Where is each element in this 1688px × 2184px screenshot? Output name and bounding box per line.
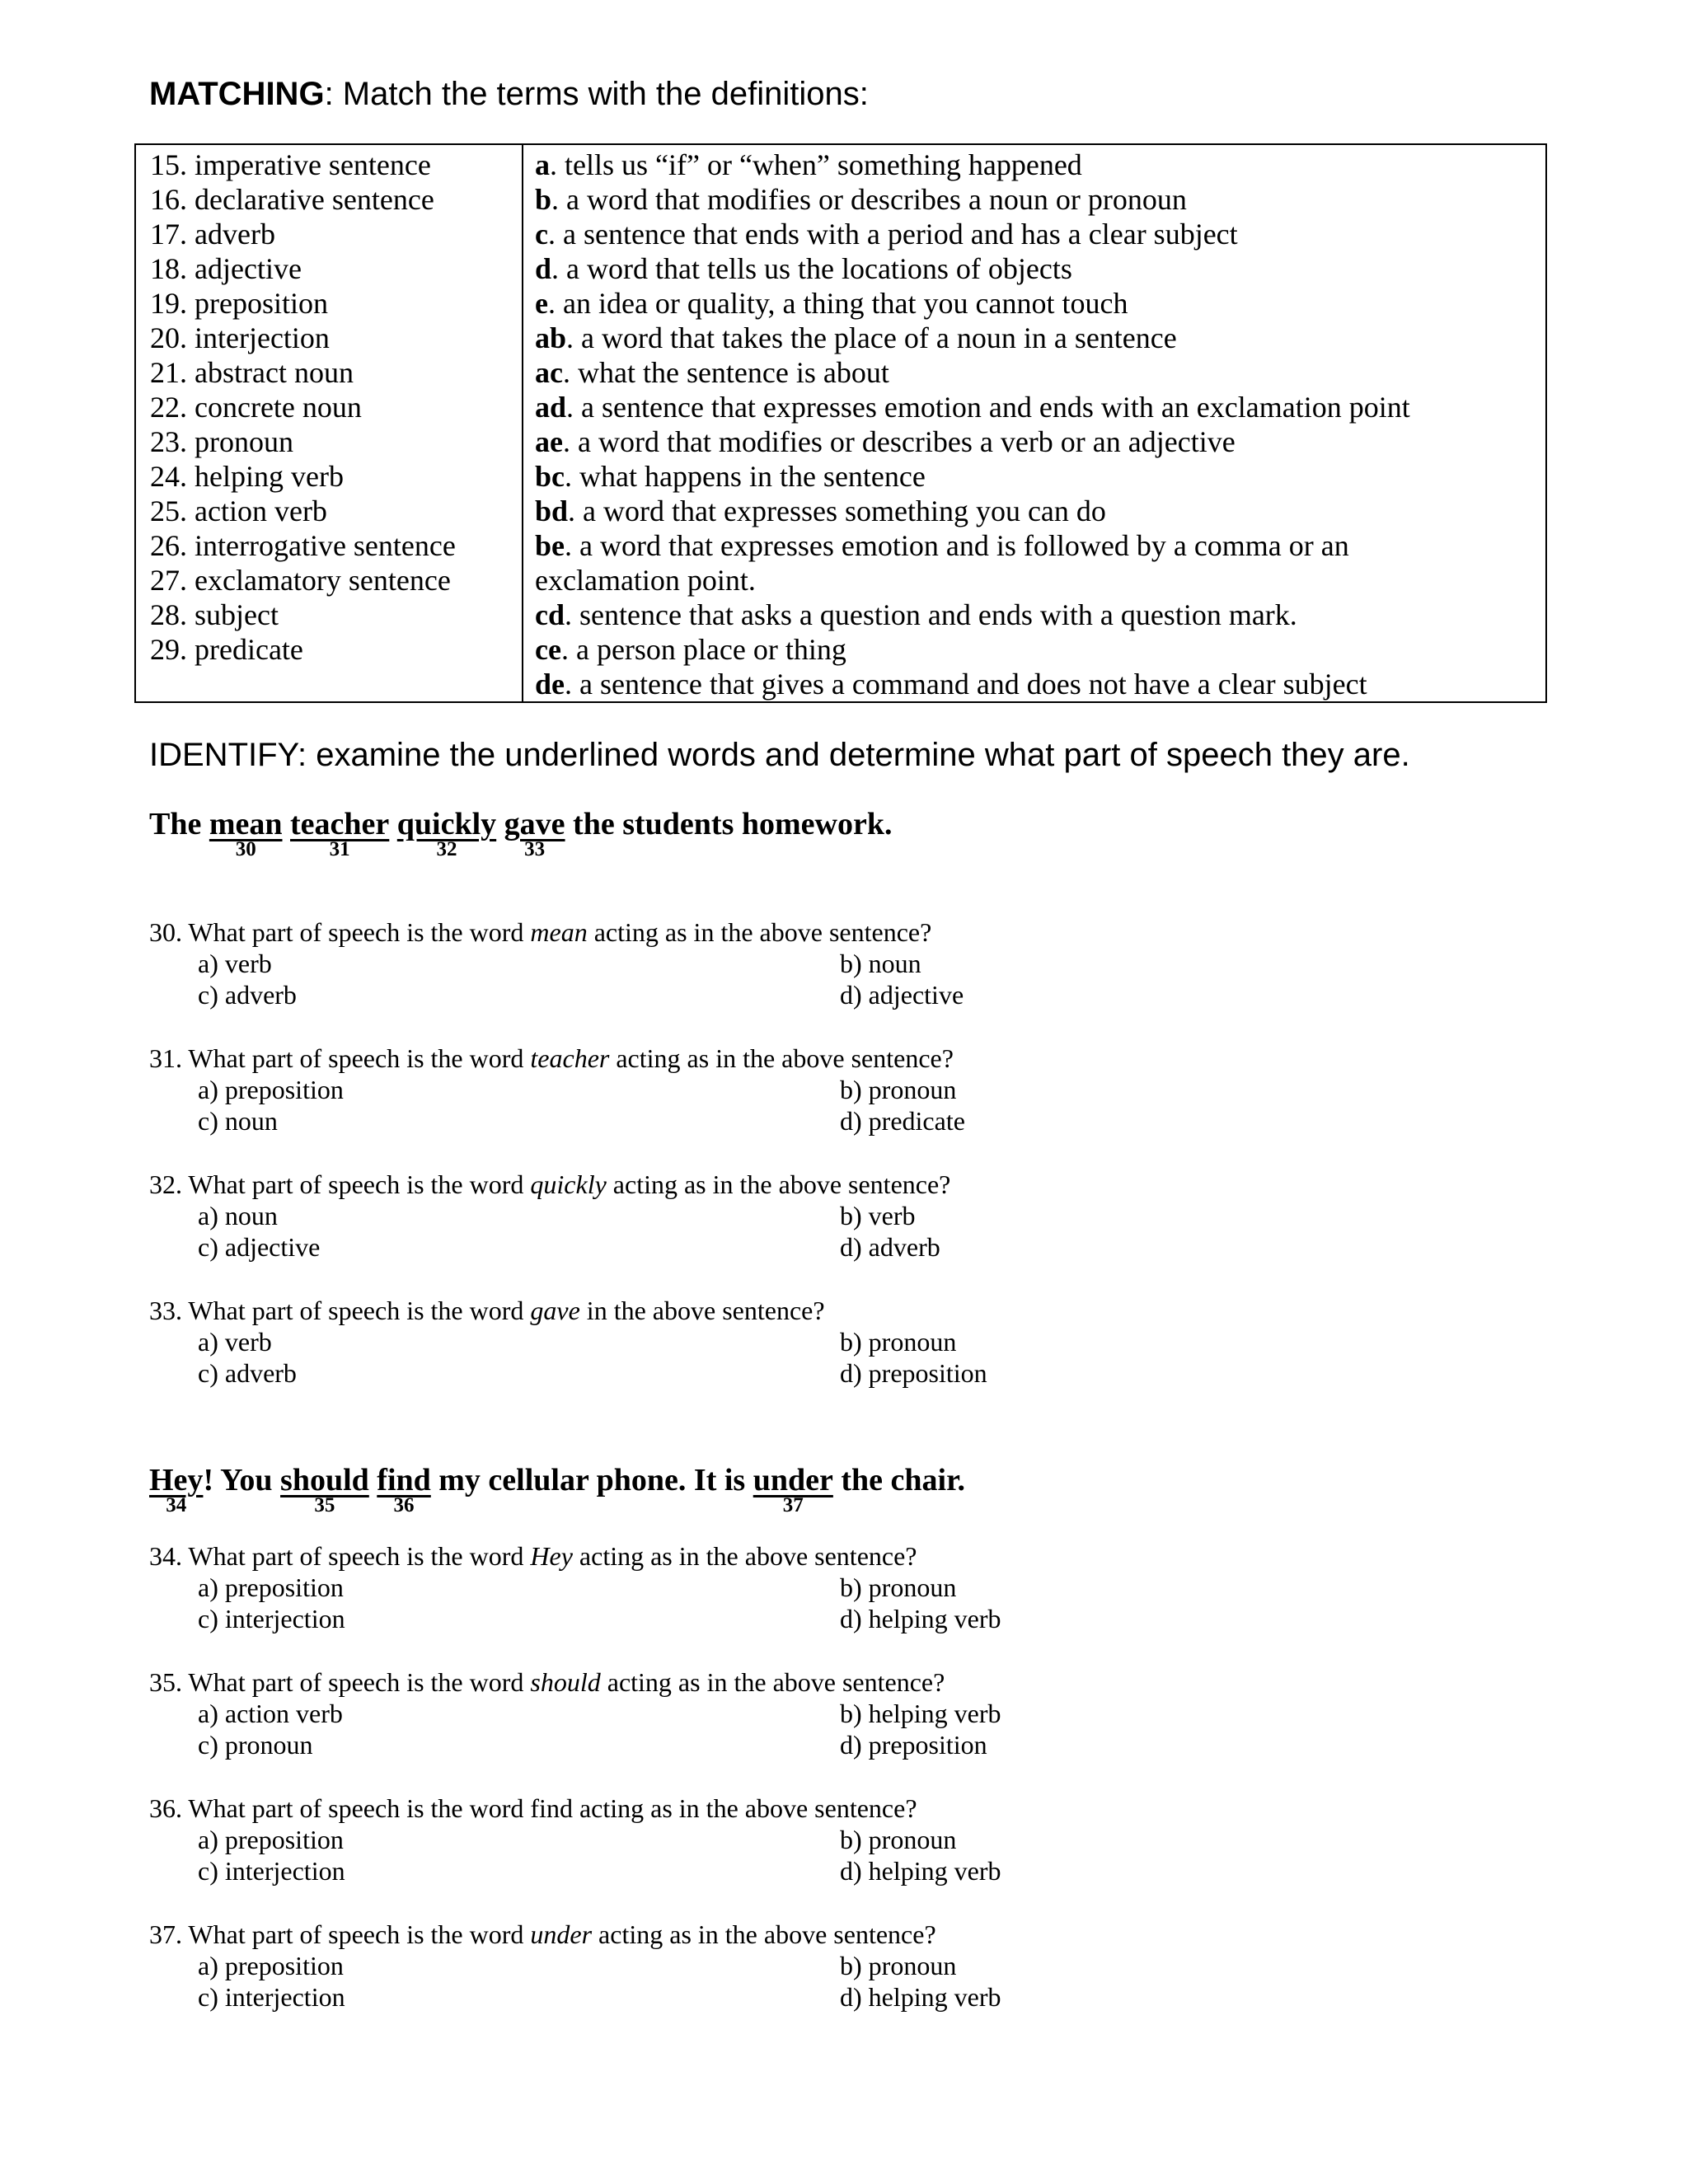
- question-suffix: acting as in the above sentence?: [587, 917, 932, 947]
- answer-choices: [149, 1326, 1056, 1389]
- definition-key: be: [535, 529, 565, 562]
- term-item: 26. interrogative sentence: [150, 529, 456, 562]
- definition-text: . a word that modifies or describes a verb or an adjective: [562, 425, 1236, 458]
- word-number: 34: [166, 1494, 187, 1516]
- choice-c[interactable]: c) adjective: [198, 1232, 321, 1262]
- underlined-word-text: find: [377, 1463, 431, 1497]
- definition-item: [535, 632, 1532, 667]
- choice-b[interactable]: b) pronoun: [840, 1572, 957, 1602]
- term-item: 21. abstract noun: [150, 356, 354, 389]
- term-item: 25. action verb: [150, 494, 327, 527]
- definition-text: . a sentence that expresses emotion and ends with an exclamation point: [566, 391, 1410, 424]
- definition-key: de: [535, 668, 565, 701]
- choice-d[interactable]: d) predicate: [840, 1106, 965, 1136]
- question-prefix: 32. What part of speech is the word: [149, 1169, 531, 1199]
- definition-item: [535, 528, 1532, 563]
- underlined-word-text: mean: [209, 807, 283, 841]
- question-suffix: acting as in the above sentence?: [572, 1541, 917, 1571]
- choice-d[interactable]: d) adverb: [840, 1232, 940, 1262]
- choice-c[interactable]: c) pronoun: [198, 1730, 313, 1760]
- definition-key: c: [535, 218, 548, 251]
- definition-text: exclamation point.: [535, 564, 756, 597]
- definition-key: b: [535, 183, 552, 216]
- definition-text: . what the sentence is about: [562, 356, 889, 389]
- question-prefix: 30. What part of speech is the word: [149, 917, 531, 947]
- question-suffix: acting as in the above sentence?: [609, 1043, 954, 1073]
- sentence-rest: the students homework.: [573, 807, 893, 841]
- underlined-word: [377, 1460, 431, 1516]
- definition-key: d: [535, 252, 552, 285]
- definition-key: a: [535, 148, 550, 181]
- answer-choices: [149, 1200, 1056, 1263]
- question-text: [149, 916, 1056, 948]
- example-sentence-2: [149, 1460, 965, 1516]
- underlined-word-text: should: [280, 1463, 369, 1497]
- definition-text: . a word that expresses emotion and is followed by a comma or an: [565, 529, 1349, 562]
- question-text: [149, 1919, 1056, 1950]
- choice-c[interactable]: c) interjection: [198, 1604, 345, 1633]
- word-number: 31: [329, 838, 350, 860]
- definition-key: bd: [535, 494, 569, 527]
- question-suffix: acting as in the above sentence?: [606, 1169, 951, 1199]
- definition-text: . what happens in the sentence: [565, 460, 926, 493]
- word-number: 36: [393, 1494, 415, 1516]
- choice-a[interactable]: a) preposition: [198, 1572, 344, 1602]
- choice-a[interactable]: a) action verb: [198, 1699, 343, 1728]
- term-item: 16. declarative sentence: [150, 183, 434, 216]
- choice-a[interactable]: a) preposition: [198, 1825, 344, 1854]
- choice-c[interactable]: c) adverb: [198, 1358, 297, 1388]
- definition-key: ad: [535, 391, 567, 424]
- definition-text: . a sentence that ends with a period and has a clear subject: [547, 218, 1238, 251]
- term-item: 23. pronoun: [150, 425, 293, 458]
- matching-table: [134, 143, 1547, 703]
- definition-item: [535, 598, 1532, 632]
- sentence-part: the chair.: [841, 1463, 965, 1497]
- word-number: 37: [782, 1494, 804, 1516]
- definition-text: . a word that modifies or describes a noun or pronoun: [551, 183, 1187, 216]
- question-30: [149, 916, 1056, 1010]
- matching-label: MATCHING: [149, 76, 325, 112]
- definition-item: [535, 459, 1532, 494]
- definition-key: ce: [535, 633, 561, 666]
- underlined-word: [753, 1460, 833, 1516]
- question-text: [149, 1169, 1056, 1200]
- definition-key: ae: [535, 425, 563, 458]
- question-33: [149, 1295, 1056, 1389]
- definition-text: . tells us “if” or “when” something happened: [550, 148, 1082, 181]
- word-number: 30: [235, 838, 256, 860]
- example-sentence-1: [149, 804, 893, 860]
- question-text: [149, 1043, 1056, 1074]
- question-word: should: [530, 1667, 601, 1697]
- answer-choices: [149, 1572, 1056, 1634]
- definition-text: . a person place or thing: [560, 633, 846, 666]
- choice-a[interactable]: a) preposition: [198, 1951, 344, 1980]
- choice-a[interactable]: a) preposition: [198, 1075, 344, 1104]
- sentence-part: ! You: [203, 1463, 273, 1497]
- underlined-word: [209, 804, 283, 860]
- question-suffix: acting as in the above sentence?: [600, 1667, 945, 1697]
- choice-d[interactable]: d) helping verb: [840, 1856, 1001, 1886]
- sentence-part: my cellular phone. It is: [438, 1463, 746, 1497]
- question-word: gave: [530, 1296, 580, 1325]
- underlined-word-text: gave: [504, 807, 565, 841]
- definition-text: . a sentence that gives a command and does not have a clear subject: [565, 668, 1367, 701]
- choice-d[interactable]: d) preposition: [840, 1358, 987, 1388]
- choice-c[interactable]: c) noun: [198, 1106, 278, 1136]
- question-prefix: 35. What part of speech is the word: [149, 1667, 531, 1697]
- question-word: under: [530, 1919, 593, 1949]
- choice-b[interactable]: b) pronoun: [840, 1327, 957, 1357]
- definition-key: cd: [535, 598, 565, 631]
- question-text: [149, 1793, 1056, 1824]
- choice-b[interactable]: b) noun: [840, 949, 921, 978]
- question-32: [149, 1169, 1056, 1263]
- term-item: 22. concrete noun: [150, 391, 362, 424]
- underlined-word-text: quickly: [396, 807, 497, 841]
- word-number: 32: [436, 838, 457, 860]
- word-number: 35: [314, 1494, 335, 1516]
- answer-choices: [149, 1824, 1056, 1886]
- definition-item: [535, 563, 1532, 598]
- question-word: mean: [530, 917, 588, 947]
- question-word: Hey: [530, 1541, 573, 1571]
- question-31: [149, 1043, 1056, 1137]
- definition-text: . sentence that asks a question and ends with a question mark.: [565, 598, 1297, 631]
- terms-column: [150, 148, 517, 667]
- question-36: [149, 1793, 1056, 1886]
- question-35: [149, 1666, 1056, 1760]
- question-prefix: 37. What part of speech is the word: [149, 1919, 531, 1949]
- term-item: 20. interjection: [150, 321, 330, 354]
- definition-item: [535, 424, 1532, 459]
- question-text: [149, 1295, 1056, 1326]
- definition-text: . a word that expresses something you can do: [568, 494, 1106, 527]
- question-37: [149, 1919, 1056, 2013]
- term-item: 18. adjective: [150, 252, 302, 285]
- definition-key: bc: [535, 460, 565, 493]
- matching-instruction: : Match the terms with the definitions:: [324, 76, 869, 112]
- definition-text: . a word that takes the place of a noun in a sentence: [566, 321, 1177, 354]
- answer-choices: [149, 1074, 1056, 1137]
- term-item: 17. adverb: [150, 218, 275, 251]
- choice-d[interactable]: d) preposition: [840, 1730, 987, 1760]
- term-item: 27. exclamatory sentence: [150, 564, 451, 597]
- underlined-word: [290, 804, 390, 860]
- choice-c[interactable]: c) interjection: [198, 1982, 345, 2012]
- definition-item: [535, 321, 1532, 355]
- underlined-word-text: Hey: [149, 1463, 204, 1497]
- definition-item: [535, 390, 1532, 424]
- choice-a[interactable]: a) verb: [198, 949, 272, 978]
- definition-item: [535, 667, 1532, 701]
- identify-heading: IDENTIFY: examine the underlined words and determine what part of speech they are.: [149, 737, 1410, 773]
- definition-item: [535, 251, 1532, 286]
- question-prefix: 31. What part of speech is the word: [149, 1043, 531, 1073]
- choice-b[interactable]: b) helping verb: [840, 1699, 1001, 1728]
- choice-b[interactable]: b) pronoun: [840, 1075, 957, 1104]
- word-number: 33: [524, 838, 546, 860]
- question-suffix: in the above sentence?: [579, 1296, 825, 1325]
- matching-heading: [149, 71, 869, 117]
- choice-b[interactable]: b) pronoun: [840, 1825, 957, 1854]
- definition-key: e: [535, 287, 548, 320]
- choice-d[interactable]: d) adjective: [840, 980, 964, 1010]
- answer-choices: [149, 1698, 1056, 1760]
- term-item: 15. imperative sentence: [150, 148, 431, 181]
- definition-item: [535, 355, 1532, 390]
- question-suffix: acting as in the above sentence?: [592, 1919, 936, 1949]
- definitions-column: [535, 148, 1532, 701]
- question-prefix: 34. What part of speech is the word: [149, 1541, 531, 1571]
- table-divider: [522, 145, 523, 701]
- underlined-word-text: under: [753, 1463, 833, 1497]
- answer-choices: [149, 948, 1056, 1010]
- term-item: 29. predicate: [150, 633, 303, 666]
- choice-d[interactable]: d) helping verb: [840, 1982, 1001, 2012]
- choice-c[interactable]: c) interjection: [198, 1856, 345, 1886]
- question-word: teacher: [530, 1043, 610, 1073]
- choice-d[interactable]: d) helping verb: [840, 1604, 1001, 1633]
- definition-item: [535, 182, 1532, 217]
- question-word: quickly: [530, 1169, 607, 1199]
- definition-item: [535, 217, 1532, 251]
- choice-a[interactable]: a) verb: [198, 1327, 272, 1357]
- definition-key: ab: [535, 321, 567, 354]
- question-prefix: 33. What part of speech is the word: [149, 1296, 531, 1325]
- choice-c[interactable]: c) adverb: [198, 980, 297, 1010]
- definition-item: [535, 148, 1532, 182]
- choice-b[interactable]: b) pronoun: [840, 1951, 957, 1980]
- question-34: [149, 1540, 1056, 1634]
- answer-choices: [149, 1950, 1056, 2013]
- underlined-word-text: teacher: [290, 807, 390, 841]
- definition-text: . a word that tells us the locations of objects: [551, 252, 1072, 285]
- term-item: 24. helping verb: [150, 460, 344, 493]
- question-text: [149, 1666, 1056, 1698]
- underlined-word: [504, 804, 565, 860]
- term-item: 19. preposition: [150, 287, 328, 320]
- definition-key: ac: [535, 356, 563, 389]
- underlined-word: [149, 1460, 204, 1516]
- question-text: [149, 1540, 1056, 1572]
- definition-item: [535, 286, 1532, 321]
- term-item: 28. subject: [150, 598, 279, 631]
- definition-item: [535, 494, 1532, 528]
- sentence-word: The: [149, 807, 202, 841]
- underlined-word: [280, 1460, 369, 1516]
- choice-a[interactable]: a) noun: [198, 1201, 278, 1230]
- choice-b[interactable]: b) verb: [840, 1201, 916, 1230]
- underlined-word: [396, 804, 497, 860]
- definition-text: . an idea or quality, a thing that you cannot touch: [547, 287, 1128, 320]
- question-prefix: 36. What part of speech is the word find acting as in the above sentence?: [149, 1793, 917, 1823]
